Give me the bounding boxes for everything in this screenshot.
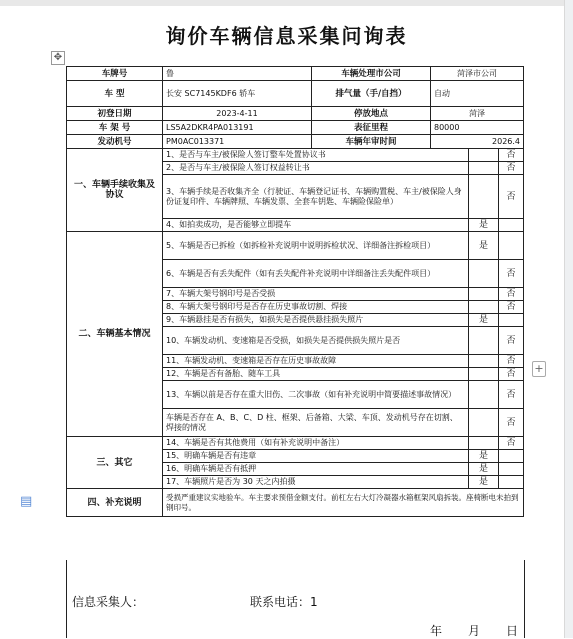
table-row — [67, 232, 524, 260]
phone-value[interactable]: 1 — [310, 595, 318, 609]
question-6: 6、车辆是否有丢失配件（如有丢失配件补充说明中详细备注丢失配件项目） — [163, 260, 469, 288]
question-14: 14、车辆是否有其他费用（如有补充说明中备注） — [163, 437, 469, 450]
location-value[interactable]: 菏泽 — [431, 107, 524, 121]
answer-yes-13b[interactable] — [469, 409, 499, 437]
model-label: 车 型 — [67, 81, 163, 107]
question-7: 7、车辆大架号钢印号是否受损 — [163, 288, 469, 301]
question-10: 10、车辆发动机、变速箱是否受损，如损失是否提供损失照片是否 — [163, 327, 469, 355]
question-17: 17、车辆照片是否为 30 天之内拍摄 — [163, 476, 469, 489]
emission-value[interactable]: 自动 — [431, 81, 524, 107]
answer-yes-16[interactable]: 是 — [469, 463, 499, 476]
annual-value[interactable]: 2026.4 — [431, 135, 524, 149]
annual-label: 车辆年审时间 — [312, 135, 431, 149]
table-row — [67, 135, 524, 149]
section-1-title: 一、车辆手续收集及协议 — [67, 149, 163, 232]
answer-no-13[interactable]: 否 — [499, 381, 524, 409]
answer-yes-13[interactable] — [469, 381, 499, 409]
section-3-title: 三、其它 — [67, 437, 163, 489]
date-day: 日 — [506, 624, 519, 638]
add-row-icon[interactable]: + — [532, 361, 546, 377]
question-16: 16、明确车辆是否有抵押 — [163, 463, 469, 476]
signature-date — [430, 622, 530, 639]
answer-yes-9[interactable]: 是 — [469, 314, 499, 327]
answer-yes-14[interactable] — [469, 437, 499, 450]
answer-no-7[interactable]: 否 — [499, 288, 524, 301]
emission-label: 排气量（手/自挡） — [312, 81, 431, 107]
answer-yes-11[interactable] — [469, 355, 499, 368]
city-value[interactable]: 菏泽市公司 — [431, 67, 524, 81]
table-row — [67, 437, 524, 450]
mileage-label: 表征里程 — [312, 121, 431, 135]
table-row — [67, 121, 524, 135]
answer-no-6[interactable]: 否 — [499, 260, 524, 288]
date-year: 年 — [430, 624, 443, 638]
answer-yes-7[interactable] — [469, 288, 499, 301]
answer-no-9[interactable] — [499, 314, 524, 327]
phone-field[interactable] — [250, 593, 318, 610]
reg-date-value[interactable]: 2023-4-11 — [163, 107, 312, 121]
answer-no-2[interactable]: 否 — [499, 162, 524, 175]
phone-label: 联系电话： — [250, 595, 311, 609]
answer-no-8[interactable]: 否 — [499, 301, 524, 314]
table-row — [67, 67, 524, 81]
city-label: 车辆处理市公司 — [312, 67, 431, 81]
answer-no-3[interactable]: 否 — [499, 175, 524, 219]
answer-no-14[interactable]: 否 — [499, 437, 524, 450]
question-2: 2、是否与车主/被保险人签订权益转让书 — [163, 162, 469, 175]
section-2-title: 二、车辆基本情况 — [67, 232, 163, 437]
answer-yes-15[interactable]: 是 — [469, 450, 499, 463]
answer-no-12[interactable]: 否 — [499, 368, 524, 381]
plate-label: 车牌号 — [67, 67, 163, 81]
reg-date-label: 初登日期 — [67, 107, 163, 121]
answer-yes-1[interactable] — [469, 149, 499, 162]
answer-yes-6[interactable] — [469, 260, 499, 288]
question-4: 4、如拍卖成功，是否能够立即提车 — [163, 219, 469, 232]
table-row — [67, 149, 524, 162]
document-layout-icon[interactable]: ▤ — [20, 494, 33, 509]
table-row — [67, 81, 524, 107]
table-row — [67, 489, 524, 517]
engine-value[interactable]: PM0AC013371 — [163, 135, 312, 149]
page-top-edge — [0, 0, 573, 6]
answer-no-5[interactable] — [499, 232, 524, 260]
table-row — [67, 107, 524, 121]
section-4-title: 四、补充说明 — [67, 489, 163, 517]
question-1: 1、是否与车主/被保险人签订整车处置协议书 — [163, 149, 469, 162]
engine-label: 发动机号 — [67, 135, 163, 149]
location-label: 停放地点 — [312, 107, 431, 121]
answer-no-17[interactable] — [499, 476, 524, 489]
answer-yes-2[interactable] — [469, 162, 499, 175]
question-12: 12、车辆是否有备胎、随车工具 — [163, 368, 469, 381]
inquiry-form-table — [66, 66, 524, 517]
answer-yes-3[interactable] — [469, 175, 499, 219]
model-value[interactable]: 长安 SC7145KDF6 轿车 — [163, 81, 312, 107]
answer-yes-12[interactable] — [469, 368, 499, 381]
supplement-text[interactable]: 受损严重建议实地验车。车主要求预借金额支付。前杠左右大灯冷凝器水箱框架风扇拆装。座椅断电未拍到钢印号。 — [163, 489, 524, 517]
question-3: 3、车辆手续是否收集齐全（行驶证、车辆登记证书、车辆购置税、车主/被保险人身份证复印件、车辆牌照、车辆发票、全套车钥匙、车辆险保险单） — [163, 175, 469, 219]
plate-value[interactable]: 鲁 — [163, 67, 312, 81]
answer-yes-5[interactable]: 是 — [469, 232, 499, 260]
mileage-value[interactable]: 80000 — [431, 121, 524, 135]
question-15: 15、明确车辆是否有违章 — [163, 450, 469, 463]
answer-yes-4[interactable]: 是 — [469, 219, 499, 232]
vin-value[interactable]: LS5A2DKR4PA013191 — [163, 121, 312, 135]
answer-no-13b[interactable]: 否 — [499, 409, 524, 437]
answer-no-11[interactable]: 否 — [499, 355, 524, 368]
answer-no-1[interactable]: 否 — [499, 149, 524, 162]
scrollbar[interactable] — [564, 0, 573, 638]
question-8: 8、车辆大架号钢印号是否存在历史事故切割、焊接 — [163, 301, 469, 314]
answer-yes-17[interactable]: 是 — [469, 476, 499, 489]
question-9: 9、车辆悬挂是否有损失，如损失是否提供悬挂损失照片 — [163, 314, 469, 327]
question-13b: 车辆是否存在 A、B、C、D 柱、框架、后备箱、大梁、车顶、发动机号存在切割、焊接的情况 — [163, 409, 469, 437]
document-title: 询价车辆信息采集问询表 — [165, 24, 408, 48]
answer-yes-8[interactable] — [469, 301, 499, 314]
vin-label: 车 架 号 — [67, 121, 163, 135]
answer-no-15[interactable] — [499, 450, 524, 463]
answer-no-4[interactable] — [499, 219, 524, 232]
collector-label: 信息采集人： — [72, 595, 145, 609]
table-move-handle-icon[interactable]: ✥ — [51, 51, 65, 65]
answer-yes-10[interactable] — [469, 327, 499, 355]
date-month: 月 — [468, 624, 481, 638]
question-11: 11、车辆发动机、变速箱是否存在历史事故故障 — [163, 355, 469, 368]
answer-no-10[interactable]: 否 — [499, 327, 524, 355]
question-13: 13、车辆以前是否存在重大旧伤、二次事故（如有补充说明中简要描述事故情况） — [163, 381, 469, 409]
answer-no-16[interactable] — [499, 463, 524, 476]
question-5: 5、车辆是否已拆检（如拆检补充说明中说明拆检状况、详细备注拆检项目） — [163, 232, 469, 260]
